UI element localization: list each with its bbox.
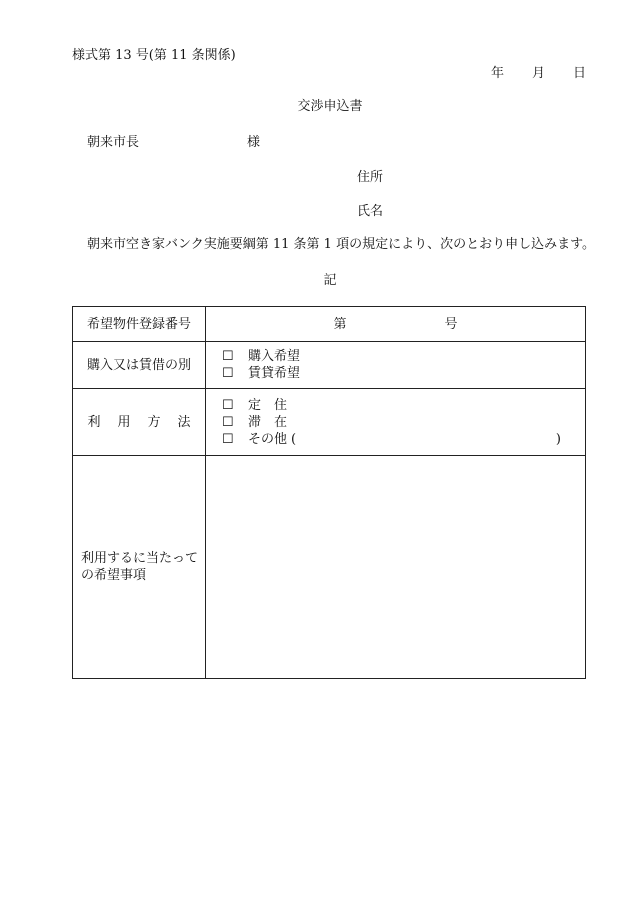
registration-number-label: 希望物件登録番号 <box>73 307 206 342</box>
addressee-honorific: 様 <box>247 135 261 150</box>
registration-number-field[interactable] <box>206 307 586 342</box>
option-other-label: その他 <box>248 431 288 447</box>
option-settle[interactable] <box>206 397 585 414</box>
purchase-rent-options <box>206 342 586 389</box>
usage-method-label-char: 方 <box>147 414 161 430</box>
addressee-name: 朝来市長 <box>87 135 140 150</box>
option-stay[interactable] <box>206 414 585 431</box>
option-rent-label: 賃貸希望 <box>248 366 301 381</box>
usage-method-options <box>206 389 586 456</box>
date-year: 年 <box>490 66 504 81</box>
address-label: 住所 <box>357 170 384 185</box>
date-day: 日 <box>572 66 586 81</box>
other-paren-close: ) <box>555 431 561 447</box>
wishes-label: 利用するに当たっての希望事項 <box>73 456 206 679</box>
ki-heading: 記 <box>323 273 337 288</box>
other-paren-open: ( <box>291 431 297 447</box>
option-rent[interactable] <box>206 365 585 382</box>
table-row-wishes <box>73 456 586 679</box>
table-row-purchase-rent <box>73 342 586 389</box>
usage-method-label-char: 利 <box>87 414 101 430</box>
usage-method-label <box>73 389 206 456</box>
registration-number-prefix: 第 <box>333 316 347 332</box>
checkbox-stay[interactable]: ☐ <box>222 414 234 430</box>
checkbox-other[interactable]: ☐ <box>222 431 234 447</box>
addressee <box>87 135 260 151</box>
table-row-usage-method <box>73 389 586 456</box>
checkbox-purchase[interactable]: ☐ <box>222 349 234 364</box>
checkbox-rent[interactable]: ☐ <box>222 366 234 381</box>
option-other[interactable] <box>206 431 585 448</box>
document-title: 交渉申込書 <box>297 99 363 114</box>
option-purchase-label: 購入希望 <box>248 349 301 364</box>
purchase-rent-label: 購入又は賃借の別 <box>73 342 206 389</box>
date-month: 月 <box>531 66 545 81</box>
registration-number-suffix: 号 <box>444 316 458 332</box>
date-line <box>491 66 586 82</box>
name-label: 氏名 <box>357 204 384 219</box>
usage-method-label-char: 法 <box>177 414 191 430</box>
usage-method-label-char: 用 <box>117 414 131 430</box>
wishes-field[interactable] <box>206 456 586 679</box>
option-settle-label: 定 住 <box>248 397 288 413</box>
application-table <box>72 306 586 679</box>
body-text: 朝来市空き家バンク実施要綱第 11 条第 1 項の規定により、次のとおり申し込みます。 <box>87 237 596 252</box>
table-row-registration-number <box>73 307 586 342</box>
option-stay-label: 滞 在 <box>248 414 288 430</box>
form-number: 様式第 13 号(第 11 条関係) <box>72 48 236 63</box>
option-purchase[interactable] <box>206 348 585 365</box>
checkbox-settle[interactable]: ☐ <box>222 397 234 413</box>
